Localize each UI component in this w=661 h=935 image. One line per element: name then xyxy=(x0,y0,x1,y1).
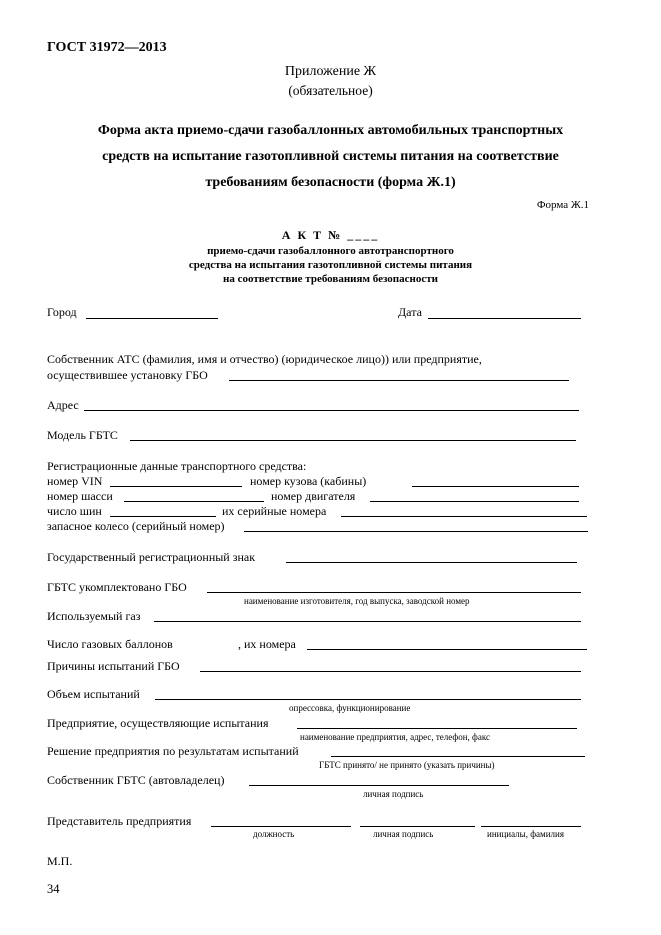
owner-gbts-signature-field[interactable] xyxy=(249,785,509,786)
chassis-label: номер шасси xyxy=(47,489,113,503)
reg-data-label: Регистрационные данные транспортного средства: xyxy=(47,459,307,473)
rep-position-field[interactable] xyxy=(211,826,351,827)
volume-label: Объем испытаний xyxy=(47,687,140,701)
volume-caption: опрессовка, функционирование xyxy=(289,703,411,713)
model-field[interactable] xyxy=(130,440,576,441)
city-label: Город xyxy=(47,305,77,319)
page-number: 34 xyxy=(47,882,60,896)
cylinders-label: Число газовых баллонов xyxy=(47,637,173,651)
model-label: Модель ГБТС xyxy=(47,428,118,442)
engine-label: номер двигателя xyxy=(271,489,356,503)
appendix-title: Приложение Ж xyxy=(284,64,377,79)
completed-caption: наименование изготовителя, год выпуска, заводской номер xyxy=(244,596,470,606)
standard-header: ГОСТ 31972—2013 xyxy=(47,40,167,55)
form-title xyxy=(0,118,661,196)
cylinders-numbers-label: , их номера xyxy=(238,637,296,651)
tires-count-field[interactable] xyxy=(110,516,216,517)
cylinders-numbers-field[interactable] xyxy=(307,649,587,650)
form-title-line: средств на испытание газотопливной системы питания на соответствие xyxy=(102,149,559,164)
act-subtitle-line: на соответствие требованиям безопасности xyxy=(223,273,438,285)
tires-serial-label: их серийные номера xyxy=(222,504,327,518)
body-number-field[interactable] xyxy=(412,486,579,487)
form-title-line: Форма акта приемо-сдачи газобаллонных автомобильных транспортных xyxy=(97,123,564,138)
owner-field[interactable] xyxy=(229,380,569,381)
body-number-label: номер кузова (кабины) xyxy=(250,474,367,488)
enterprise-caption: наименование предприятия, адрес, телефон, факс xyxy=(300,732,490,742)
completed-field[interactable] xyxy=(207,592,581,593)
rep-signature-caption: личная подпись xyxy=(373,829,434,839)
form-id: Форма Ж.1 xyxy=(536,199,589,211)
address-label: Адрес xyxy=(47,398,79,412)
date-field[interactable] xyxy=(428,318,581,319)
owner-gbts-caption: личная подпись xyxy=(363,789,424,799)
address-field[interactable] xyxy=(84,410,579,411)
decision-field[interactable] xyxy=(331,756,585,757)
gas-field[interactable] xyxy=(154,621,581,622)
volume-field[interactable] xyxy=(155,699,581,700)
plate-label: Государственный регистрационный знак xyxy=(47,550,256,564)
city-field[interactable] xyxy=(86,318,218,319)
act-subtitle-line: средства на испытания газотопливной системы питания xyxy=(188,259,473,271)
spare-wheel-label: запасное колесо (серийный номер) xyxy=(47,519,225,533)
enterprise-field[interactable] xyxy=(297,728,577,729)
appendix-subtitle: (обязательное) xyxy=(288,83,373,98)
date-label: Дата xyxy=(398,305,422,319)
owner-label: Собственник АТС (фамилия, имя и отчество) (юридическое лицо)) или предприятие, xyxy=(47,352,482,366)
representative-label: Представитель предприятия xyxy=(47,814,192,828)
vin-field[interactable] xyxy=(110,486,242,487)
reasons-field[interactable] xyxy=(200,671,581,672)
rep-signature-field[interactable] xyxy=(360,826,475,827)
tires-serial-field[interactable] xyxy=(341,516,587,517)
engine-field[interactable] xyxy=(370,501,579,502)
gas-label: Используемый газ xyxy=(47,609,141,623)
rep-name-field[interactable] xyxy=(481,826,581,827)
rep-name-caption: инициалы, фамилия xyxy=(487,829,564,839)
act-subtitle-line: приемо-сдачи газобаллонного автотранспортного xyxy=(207,245,454,257)
spare-wheel-field[interactable] xyxy=(244,531,588,532)
completed-label: ГБТС укомплектовано ГБО xyxy=(47,580,187,594)
vin-label: номер VIN xyxy=(47,474,103,488)
decision-caption: ГБТС принято/ не принято (указать причины) xyxy=(319,760,495,770)
decision-label: Решение предприятия по результатам испытаний xyxy=(47,744,299,758)
enterprise-label: Предприятие, осуществляющие испытания xyxy=(47,716,269,730)
reasons-label: Причины испытаний ГБО xyxy=(47,659,180,673)
owner-label-2: осуществившее установку ГБО xyxy=(47,368,208,382)
rep-position-caption: должность xyxy=(253,829,295,839)
owner-gbts-label: Собственник ГБТС (автовладелец) xyxy=(47,773,225,787)
stamp-label: М.П. xyxy=(47,854,73,868)
act-title: А К Т № ____ xyxy=(281,228,380,242)
tires-count-label: число шин xyxy=(47,504,102,518)
form-title-line: требованиям безопасности (форма Ж.1) xyxy=(205,175,456,190)
plate-field[interactable] xyxy=(286,562,577,563)
act-subtitle xyxy=(0,244,661,286)
chassis-field[interactable] xyxy=(124,501,264,502)
